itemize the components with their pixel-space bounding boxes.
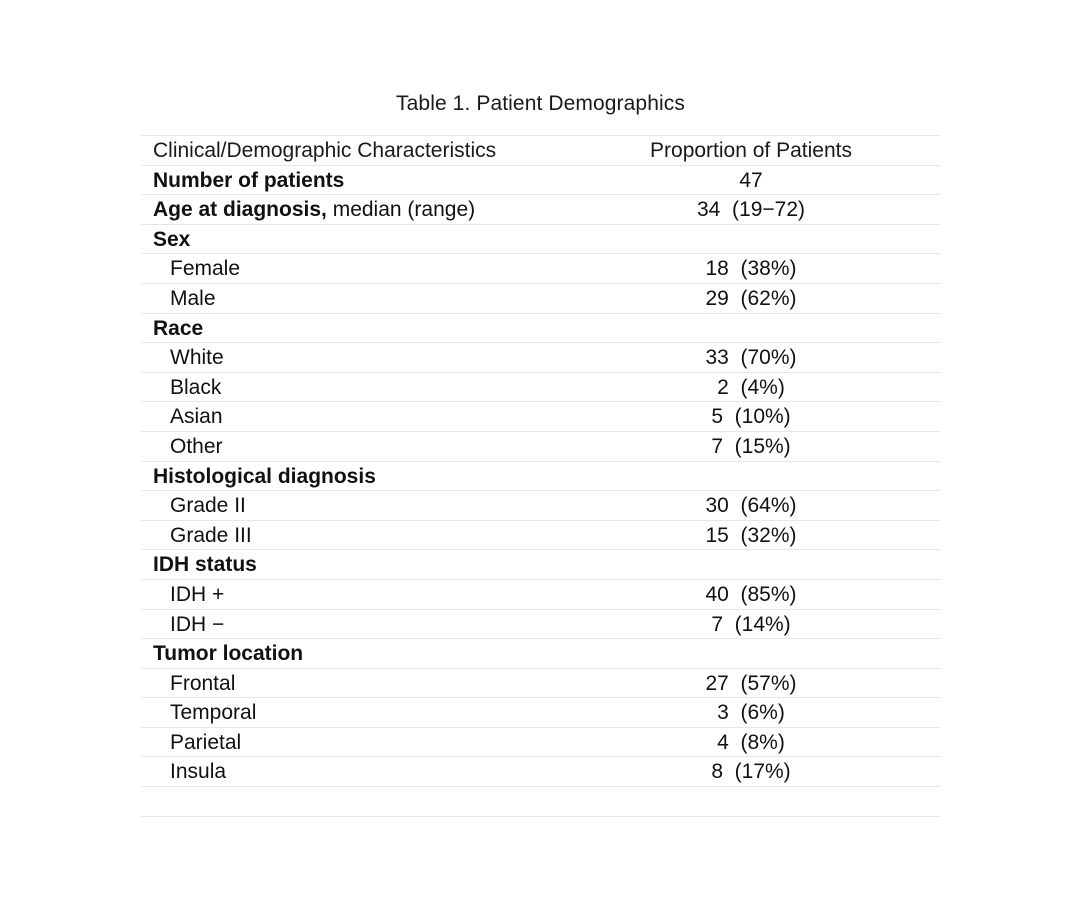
row-label: Female [170,257,241,281]
row-value: 29 (62%) [705,286,797,310]
table-row-number-of-patients [141,166,940,196]
row-value: 40 (85%) [705,582,797,606]
table-row [141,432,940,462]
row-label: Insula [170,760,227,784]
table-caption: Table 1. Patient Demographics [396,92,685,115]
row-value: 4 (8%) [717,730,785,754]
row-label-bold: Age at diagnosis, [153,198,327,222]
row-value: 2 (4%) [717,375,785,399]
table-row [141,284,940,314]
column-header-characteristic: Clinical/Demographic Characteristics [153,139,497,162]
row-label: IDH + [170,582,225,606]
section-row-histological-diagnosis [141,462,940,492]
table-row [141,491,940,521]
row-label: Grade II [170,494,246,518]
table-row [141,698,940,728]
row-label: Other [170,434,223,458]
row-value: 47 [739,168,763,192]
section-row-idh-status [141,550,940,580]
row-label: Grade III [170,523,252,547]
section-label: Tumor location [153,642,304,666]
row-value: 7 (14%) [711,612,791,636]
row-label: Male [170,286,216,310]
row-value: 18 (38%) [705,257,797,281]
row-label [153,196,475,225]
table-row [141,373,940,403]
table-row [141,521,940,551]
section-row-sex [141,225,940,255]
row-value: 30 (64%) [705,494,797,518]
table-row [141,254,940,284]
row-label: Number of patients [153,168,345,192]
table-row [141,343,940,373]
row-label: Black [170,375,222,399]
column-header-proportion: Proportion of Patients [650,139,852,162]
row-value: 34 (19−72) [697,198,805,222]
row-value: 8 (17%) [711,760,791,784]
section-label: IDH status [153,553,257,577]
row-value: 33 (70%) [705,346,797,370]
table-row-empty [141,787,940,817]
table-row [141,669,940,699]
section-row-race [141,314,940,344]
table-row [141,580,940,610]
row-label: Parietal [170,730,242,754]
table-row-age-at-diagnosis [141,195,940,225]
row-value: 3 (6%) [717,701,785,725]
section-label: Race [153,316,204,340]
row-value: 27 (57%) [705,671,797,695]
table-row [141,402,940,432]
row-value: 7 (15%) [711,434,791,458]
section-label: Histological diagnosis [153,464,376,488]
row-label: IDH − [170,612,225,636]
row-label: Asian [170,405,223,429]
section-row-tumor-location [141,639,940,669]
table-row [141,728,940,758]
row-label: White [170,346,224,370]
row-value: 15 (32%) [705,523,797,547]
table-row [141,757,940,787]
row-label: Frontal [170,671,236,695]
row-label: Temporal [170,701,257,725]
table-header-row [141,136,940,166]
row-label-note: median (range) [326,198,476,222]
table-row [141,610,940,640]
demographics-table [141,135,940,817]
section-label: Sex [153,227,191,251]
row-value: 5 (10%) [711,405,791,429]
